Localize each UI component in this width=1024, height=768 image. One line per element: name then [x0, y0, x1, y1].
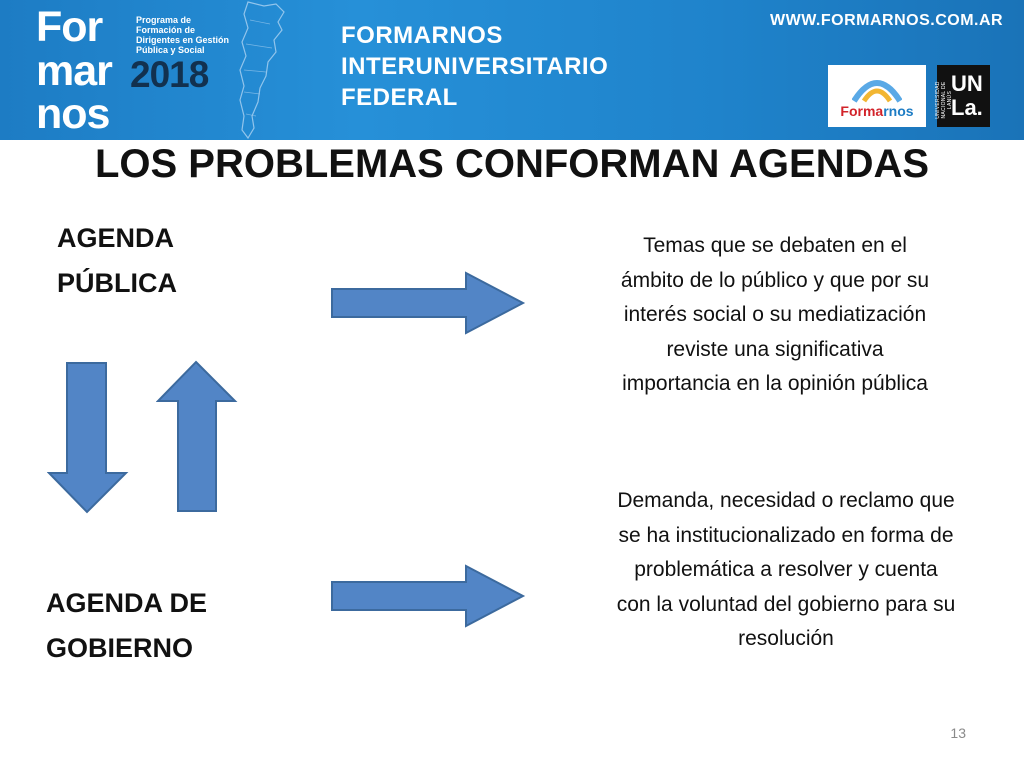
program-title-line-3: FEDERAL [341, 84, 458, 111]
arrow-down-icon [47, 361, 129, 515]
description-line: interés social o su mediatización [623, 303, 927, 326]
formarnos-logo-mark-icon [852, 73, 902, 103]
unla-logo-side-text: UNIVERSIDAD NACIONAL DE LANÚS [935, 81, 953, 119]
program-title [341, 20, 609, 113]
arrow-up-icon [156, 360, 238, 514]
agenda-gobierno-description [566, 484, 1006, 657]
agenda-gobierno-line-2: GOBIERNO [46, 633, 194, 663]
description-line: resolución [738, 627, 834, 650]
agenda-gobierno-label [46, 581, 207, 671]
description-line: con la voluntad del gobierno para su [616, 592, 956, 616]
description-line: importancia en la opinión pública [622, 372, 928, 395]
arrow-right-icon [330, 270, 526, 336]
formarnos-logo-text [828, 103, 926, 119]
description-line: Demanda, necesidad o reclamo que [617, 489, 955, 512]
formarnos-logo [828, 65, 926, 127]
brand-word-line-2: mar [36, 47, 112, 95]
unla-logo-un: UN [951, 71, 983, 96]
slide-title: LOS PROBLEMAS CONFORMAN AGENDAS [94, 142, 930, 186]
agenda-publica-line-1: AGENDA [57, 223, 175, 253]
unla-logo [937, 65, 990, 127]
agenda-gobierno-line-1: AGENDA DE [46, 588, 208, 618]
agenda-publica-label [57, 216, 177, 306]
brand-year: 2018 [130, 54, 209, 95]
description-line: reviste una significativa [666, 337, 884, 361]
unla-logo-la: La. [951, 95, 983, 120]
formarnos-logo-text-b: rnos [883, 103, 914, 119]
argentina-map-icon [230, 0, 300, 140]
brand-word-line-1: For [36, 3, 103, 51]
description-line: ámbito de lo público y que por su [620, 268, 930, 292]
program-title-line-2: INTERUNIVERSITARIO [341, 53, 609, 80]
brand-word-line-3: nos [36, 90, 110, 138]
formarnos-logo-text-a: Forma [840, 103, 884, 119]
page-number: 13 [950, 725, 966, 741]
arrow-right-icon [330, 563, 526, 629]
program-title-line-1: FORMARNOS [341, 22, 503, 49]
brand-subtitle: Programa de Formación de Dirigentes en Gestión Pública y Social [136, 15, 230, 55]
header-banner [0, 0, 1024, 140]
description-line: Temas que se debaten en el [643, 234, 907, 257]
description-line: problemática a resolver y cuenta [634, 558, 938, 581]
website-link[interactable]: WWW.FORMARNOS.COM.AR [770, 12, 1004, 29]
agenda-publica-description [570, 229, 980, 402]
agenda-publica-line-2: PÚBLICA [57, 268, 177, 298]
description-line: se ha institucionalizado en forma de [618, 523, 954, 547]
